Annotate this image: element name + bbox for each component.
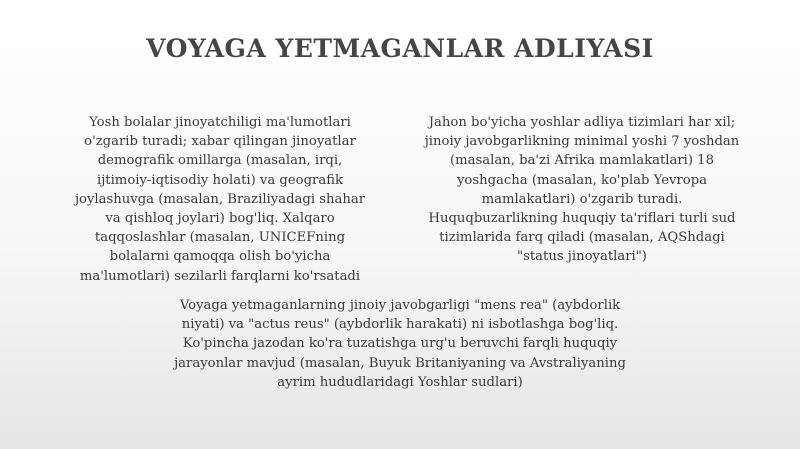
- left-paragraph: Yosh bolalar jinoyatchiligi ma'lumotlari o'zgarib turadi; xabar qilingan jinoyatlar demografik omillarga (masalan, irqi, ijtimoiy-iqtisodiy holati) va geografik joylashuvga (masalan, Braziliyadagi shahar va qishloq joylari) bog'liq. Xalqaro taqqoslashlar (masalan, UNICEFning bolalarni qamoqqa olish bo'yicha ma'lumotlari) sezilarli farqlarni ko'rsatadi: [74, 115, 366, 284]
- right-paragraph: Jahon bo'yicha yoshlar adliya tizimlari har xil; jinoiy javobgarlikning minimal yoshi 7 yoshdan (masalan, ba'zi Afrika mamlakatlari) 18 yoshgacha (masalan, ko'plab Yevropa mamlakatlari) o'zgarib turadi. Huquqbuzarlikning huquqiy ta'riflari turli sud tizimlarida farq qiladi (masalan, AQShdagi "status jinoyatlari"): [424, 115, 740, 265]
- bottom-paragraph: Voyaga yetmaganlarning jinoiy javobgarligi "mens rea" (aybdorlik niyati) va "actus reus" (aybdorlik harakati) ni isbotlashga bog'liq. Ko'pincha jazodan ko'ra tuzatishga urg'u beruvchi farqli huquqiy jarayonlar mavjud (masalan, Buyuk Britaniyaning va Avstraliyaning ayrim hududlaridagi Yoshlar sudlari): [174, 298, 626, 390]
- slide-title: VOYAGA YETMAGANLAR ADLIYASI: [146, 34, 654, 63]
